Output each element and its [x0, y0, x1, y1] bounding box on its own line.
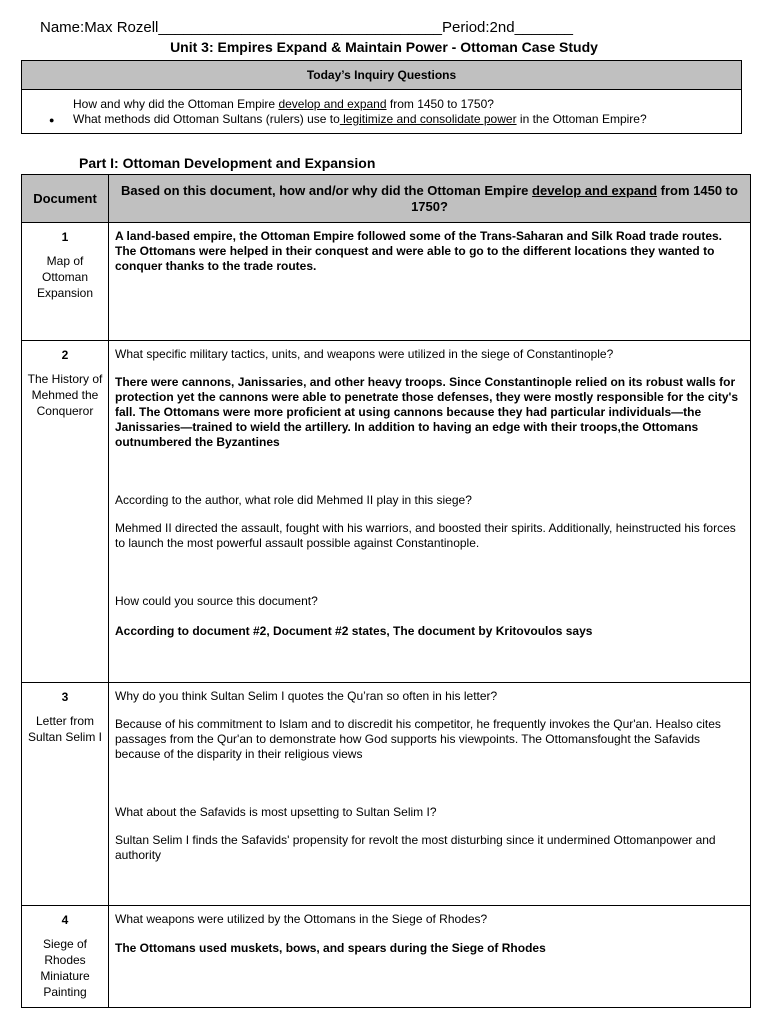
- name-period-line: [40, 19, 573, 36]
- inquiry-box: [21, 60, 742, 134]
- table-row: [22, 341, 751, 683]
- part-title: Part I: Ottoman Development and Expansion: [79, 155, 376, 171]
- document-number: 4: [61, 913, 69, 927]
- period-label: Period:: [442, 19, 490, 36]
- document-cell: [22, 683, 109, 906]
- inquiry-body: [22, 90, 741, 133]
- period-value[interactable]: 2nd: [489, 19, 515, 36]
- inquiry-question-1: How and why did the Ottoman Empire develop and expand from 1450 to 1750?: [73, 97, 494, 111]
- answer-cell[interactable]: [109, 223, 751, 341]
- column-header-document: Document: [22, 175, 109, 223]
- period-blank: _______: [514, 19, 573, 36]
- document-title: Map of Ottoman Expansion: [36, 254, 94, 300]
- table-row: [22, 683, 751, 906]
- document-number: 2: [61, 348, 69, 362]
- name-label: Name:: [40, 19, 85, 36]
- column-header-question: Based on this document, how and/or why did the Ottoman Empire develop and expand from 1450 to 1750?: [109, 175, 751, 223]
- page-title: Unit 3: Empires Expand & Maintain Power - Ottoman Case Study: [170, 39, 598, 55]
- answer-cell[interactable]: [109, 906, 751, 1008]
- documents-table: [21, 174, 751, 1008]
- sub-question: Why do you think Sultan Selim I quotes the Qu’ran so often in his letter?: [115, 689, 498, 703]
- document-number: 3: [61, 690, 69, 704]
- name-value[interactable]: Max Rozell: [84, 19, 159, 36]
- answer-text: A land-based empire, the Ottoman Empire followed some of the Trans-Saharan and Silk Road trade routes. The Ottomans were helped in their conquest and were able to go to the different locations they wanted to conquer thanks to the trade routes.: [115, 229, 723, 273]
- answer-text: The Ottomans used muskets, bows, and spears during the Siege of Rhodes: [115, 941, 546, 955]
- sub-question: What about the Safavids is most upsetting to Sultan Selim I?: [115, 805, 437, 819]
- answer-text: There were cannons, Janissaries, and other heavy troops. Since Constantinople relied on its robust walls for protection yet the cannons were able to penetrate those defenses, they were mostly responsible for the city's fall. The Ottomans were more proficient at using cannons because they had particular individuals—the Janissaries—trained to wield the artillery. In addition to having an edge with their troops,the Ottomans outnumbered the Byzantines: [115, 375, 739, 449]
- sub-question: How could you source this document?: [115, 594, 318, 608]
- document-title: Letter from Sultan Selim I: [27, 714, 103, 744]
- document-cell: [22, 223, 109, 341]
- table-row: [22, 223, 751, 341]
- sub-question: According to the author, what role did Mehmed II play in this siege?: [115, 493, 472, 507]
- table-header-row: [22, 175, 751, 223]
- table-row: [22, 906, 751, 1008]
- document-title: Siege of Rhodes Miniature Painting: [40, 937, 90, 999]
- document-cell: [22, 341, 109, 683]
- sub-question: What weapons were utilized by the Ottomans in the Siege of Rhodes?: [115, 912, 488, 926]
- answer-text: According to document #2, Document #2 states, The document by Kritovoulos says: [115, 624, 593, 638]
- answer-text: Sultan Selim I finds the Safavids' propensity for revolt the most disturbing since it undermined Ottomanpower and authority: [115, 833, 716, 862]
- inquiry-question-2: ● What methods did Ottoman Sultans (rulers) use to legitimize and consolidate power in the Ottoman Empire?: [49, 112, 647, 126]
- document-number: 1: [61, 230, 69, 244]
- document-title: The History of Mehmed the Conqueror: [27, 372, 103, 418]
- bullet-icon: ●: [49, 115, 55, 125]
- sub-question: What specific military tactics, units, and weapons were utilized in the siege of Constantinople?: [115, 347, 614, 361]
- answer-text: Because of his commitment to Islam and to discredit his competitor, he frequently invokes the Qur'an. Healso cites passages from the Qur'an to demonstrate how God supports his viewpoints. The Ottomansfought the Safavids because of the disparity in their religious views: [115, 717, 721, 761]
- inquiry-heading: Today’s Inquiry Questions: [22, 61, 741, 90]
- answer-text: Mehmed II directed the assault, fought with his warriors, and boosted their spirits. Additionally, heinstructed his forces to launch the most powerful assault possible against Constantinople.: [115, 521, 736, 550]
- document-cell: [22, 906, 109, 1008]
- answer-cell[interactable]: [109, 683, 751, 906]
- answer-cell[interactable]: [109, 341, 751, 683]
- name-blank: __________________________________: [158, 19, 443, 36]
